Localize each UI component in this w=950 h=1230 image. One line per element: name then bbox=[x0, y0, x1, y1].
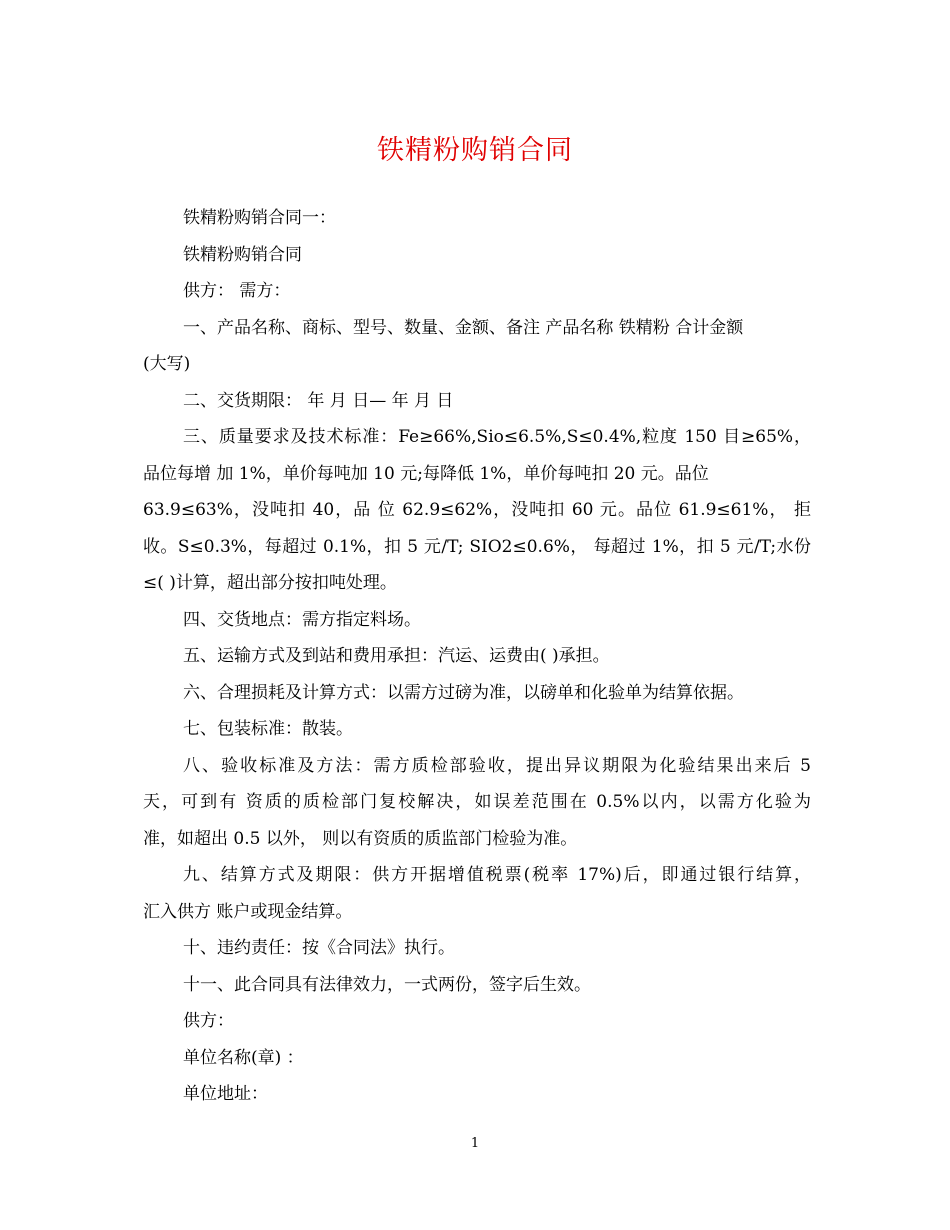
unit-address-field: 单位地址： bbox=[183, 1084, 268, 1104]
clause-8-line-3: 准，如超出 0.5 以外， 则以有资质的质监部门检验为准。 bbox=[143, 828, 578, 849]
clause-1-line-2: (大写) bbox=[143, 354, 191, 374]
clause-4: 四、交货地点：需方指定料场。 bbox=[183, 609, 421, 630]
clause-5: 五、运输方式及到站和费用承担：汽运、运费由( )承担。 bbox=[183, 646, 610, 666]
clause-8-line-1: 八、验收标准及方法：需方质检部验收，提出异议期限为化验结果出来后 5 bbox=[183, 755, 811, 776]
clause-7: 七、包装标准：散装。 bbox=[183, 719, 353, 739]
clause-8-line-2: 天，可到有 资质的质检部门复校解决，如误差范围在 0.5%以内，以需方化验为 bbox=[143, 792, 811, 812]
parties-line: 供方： 需方： bbox=[183, 281, 291, 301]
clause-3-line-5: ≤( )计算，超出部分按扣吨处理。 bbox=[143, 573, 397, 593]
clause-11: 十一、此合同具有法律效力，一式两份，签字后生效。 bbox=[183, 974, 591, 995]
clause-3-line-2: 品位每增 加 1%，单价每吨加 10 元;每降低 1%，单价每吨扣 20 元。品位 bbox=[143, 463, 709, 484]
clause-2: 二、交货期限： 年 月 日— 年 月 日 bbox=[183, 390, 454, 411]
clause-9-line-2: 汇入供方 账户或现金结算。 bbox=[143, 901, 353, 922]
supplier-label: 供方： bbox=[183, 1011, 234, 1031]
clause-6: 六、合理损耗及计算方式：以需方过磅为准，以磅单和化验单为结算依据。 bbox=[183, 682, 744, 703]
clause-10: 十、违约责任：按《合同法》执行。 bbox=[183, 938, 455, 958]
clause-3-line-4: 收。S≤0.3%，每超过 0.1%，扣 5 元/T; SIO2≤0.6%， 每超过 1%，扣 5 元/T;水份 bbox=[143, 536, 811, 557]
document-body bbox=[143, 200, 811, 1113]
clause-3-line-1: 三、质量要求及技术标准：Fe≥66%,Sio≤6.5%,S≤0.4%,粒度 150 目≥65%， bbox=[183, 427, 811, 447]
intro-heading: 铁精粉购销合同一： bbox=[183, 208, 336, 228]
page-number: 1 bbox=[470, 1136, 480, 1151]
contract-name: 铁精粉购销合同 bbox=[183, 244, 302, 265]
clause-9-line-1: 九、结算方式及期限：供方开据增值税票(税率 17%)后，即通过银行结算， bbox=[183, 865, 811, 885]
clause-1-line-1: 一、产品名称、商标、型号、数量、金额、备注 产品名称 铁精粉 合计金额 bbox=[183, 317, 744, 338]
document-title: 铁精粉购销合同 bbox=[377, 135, 573, 166]
unit-name-field: 单位名称(章) ： bbox=[183, 1047, 304, 1068]
clause-3-line-3: 63.9≤63%，没吨扣 40，品 位 62.9≤62%，没吨扣 60 元。品位 61.9≤61%， 拒 bbox=[143, 500, 811, 520]
